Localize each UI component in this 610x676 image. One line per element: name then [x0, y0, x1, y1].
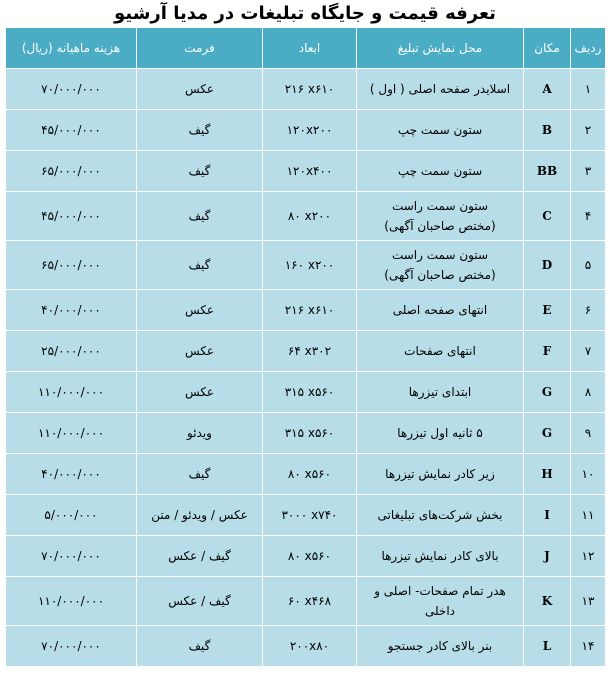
cell-place: E: [524, 290, 571, 331]
format-label: عکس: [184, 82, 215, 96]
format-label: گیف: [188, 209, 211, 223]
cell-place: G: [524, 372, 571, 413]
format-label: عکس: [184, 385, 215, 399]
cell-cost: ۱۱۰/۰۰۰/۰۰۰: [6, 372, 137, 413]
cell-size: ۶۴ x۳۰۲: [263, 331, 357, 372]
cell-row-number: ۷: [571, 331, 606, 372]
location-line-1: انتهای صفحه اصلی: [392, 303, 488, 317]
cell-cost: ۶۵/۰۰۰/۰۰۰: [6, 241, 137, 290]
cell-row-number: ۲: [571, 110, 606, 151]
cell-size: ۸۰ x۵۶۰: [263, 454, 357, 495]
location-line-2: (مختص صاحبان آگهی): [384, 268, 496, 282]
table-row: [6, 454, 606, 495]
format-label: عکس: [184, 344, 215, 358]
cell-cost: ۱۱۰/۰۰۰/۰۰۰: [6, 577, 137, 626]
cell-location: [357, 290, 524, 331]
location-line-1: ۵ ثانیه اول تیزرها: [397, 426, 483, 440]
cell-row-number: ۴: [571, 192, 606, 241]
table-row: [6, 495, 606, 536]
format-label: گیف: [188, 123, 211, 137]
cell-cost: ۴۰/۰۰۰/۰۰۰: [6, 454, 137, 495]
table-row: [6, 536, 606, 577]
cell-cost: ۵/۰۰۰/۰۰۰: [6, 495, 137, 536]
cell-place: K: [524, 577, 571, 626]
cell-format: [137, 331, 263, 372]
cell-size: ۳۱۵ x۵۶۰: [263, 413, 357, 454]
cell-format: [137, 495, 263, 536]
cell-row-number: ۱۳: [571, 577, 606, 626]
table-row: [6, 372, 606, 413]
format-label: ویدئو: [187, 426, 212, 440]
format-label: عکس: [184, 303, 215, 317]
cell-format: [137, 192, 263, 241]
cell-cost: ۱۱۰/۰۰۰/۰۰۰: [6, 413, 137, 454]
cell-location: [357, 69, 524, 110]
cell-place: L: [524, 626, 571, 667]
cell-location: [357, 577, 524, 626]
cell-size: ۸۰ x۵۶۰: [263, 536, 357, 577]
location-line-1: انتهای صفحات: [404, 344, 476, 358]
cell-format: [137, 577, 263, 626]
table-row: [6, 290, 606, 331]
cell-place: G: [524, 413, 571, 454]
cell-cost: ۴۰/۰۰۰/۰۰۰: [6, 290, 137, 331]
cell-format: [137, 241, 263, 290]
format-label: گیف: [188, 467, 211, 481]
header-cost: هزینه ماهیانه (ریال): [6, 28, 137, 69]
header-place: مکان: [524, 28, 571, 69]
cell-format: [137, 69, 263, 110]
cell-row-number: ۹: [571, 413, 606, 454]
location-line-1: زیر کادر نمایش تیزرها: [385, 467, 495, 481]
location-line-1: بالای کادر نمایش تیزرها: [381, 549, 499, 563]
location-line-1: بخش شرکت‌های تبلیغاتی: [377, 508, 503, 522]
location-line-2: داخلی: [424, 604, 456, 618]
cell-format: [137, 110, 263, 151]
cell-cost: ۷۰/۰۰۰/۰۰۰: [6, 626, 137, 667]
cell-place: H: [524, 454, 571, 495]
cell-size: ۶۰ x۴۶۸: [263, 577, 357, 626]
cell-place: C: [524, 192, 571, 241]
cell-size: ۲۰۰x۸۰: [263, 626, 357, 667]
location-line-1: ستون سمت چپ: [397, 123, 483, 137]
cell-row-number: ۱۱: [571, 495, 606, 536]
cell-row-number: ۱۲: [571, 536, 606, 577]
cell-cost: ۲۵/۰۰۰/۰۰۰: [6, 331, 137, 372]
cell-size: ۱۲۰x۴۰۰: [263, 151, 357, 192]
cell-format: [137, 454, 263, 495]
cell-place: B: [524, 110, 571, 151]
pricing-table: [5, 27, 606, 667]
cell-location: [357, 536, 524, 577]
location-line-1: ستون سمت راست: [391, 199, 489, 213]
location-line-1: ستون سمت راست: [391, 248, 489, 262]
cell-row-number: ۳: [571, 151, 606, 192]
table-row: [6, 151, 606, 192]
table-row: [6, 331, 606, 372]
cell-format: [137, 290, 263, 331]
format-label: گیف: [188, 639, 211, 653]
page-title: تعرفه قیمت و جایگاه تبلیغات در مدیا آرشیو: [114, 3, 496, 24]
cell-row-number: ۵: [571, 241, 606, 290]
cell-cost: ۷۰/۰۰۰/۰۰۰: [6, 536, 137, 577]
cell-format: [137, 151, 263, 192]
cell-size: ۱۶۰ x۲۰۰: [263, 241, 357, 290]
location-line-1: ابتدای تیزرها: [408, 385, 472, 399]
cell-cost: ۴۵/۰۰۰/۰۰۰: [6, 110, 137, 151]
location-line-2: (مختص صاحبان آگهی): [384, 219, 496, 233]
location-line-1: بنر بالای کادر جستجو: [387, 639, 493, 653]
cell-place: A: [524, 69, 571, 110]
cell-location: [357, 495, 524, 536]
cell-place: I: [524, 495, 571, 536]
cell-location: [357, 413, 524, 454]
cell-cost: ۴۵/۰۰۰/۰۰۰: [6, 192, 137, 241]
cell-size: ۲۱۶ x۶۱۰: [263, 290, 357, 331]
cell-place: J: [524, 536, 571, 577]
cell-location: [357, 372, 524, 413]
cell-format: [137, 372, 263, 413]
cell-format: [137, 536, 263, 577]
format-label: گیف / عکس: [168, 594, 231, 608]
cell-location: [357, 626, 524, 667]
format-label: گیف: [188, 258, 211, 272]
table-row: [6, 577, 606, 626]
cell-size: ۳۰۰۰ x۷۴۰: [263, 495, 357, 536]
table-row: [6, 413, 606, 454]
cell-size: ۱۲۰x۲۰۰: [263, 110, 357, 151]
cell-row-number: ۱: [571, 69, 606, 110]
cell-place: BB: [524, 151, 571, 192]
cell-size: ۸۰ x۲۰۰: [263, 192, 357, 241]
table-header-row: [6, 28, 606, 69]
cell-location: [357, 110, 524, 151]
header-row-number: ردیف: [571, 28, 606, 69]
table-row: [6, 69, 606, 110]
cell-place: D: [524, 241, 571, 290]
table-row: [6, 241, 606, 290]
cell-location: [357, 192, 524, 241]
cell-location: [357, 241, 524, 290]
cell-row-number: ۶: [571, 290, 606, 331]
format-label: عکس / ویدئو / متن: [151, 508, 248, 522]
cell-place: F: [524, 331, 571, 372]
cell-location: [357, 151, 524, 192]
location-line-1: ستون سمت چپ: [397, 164, 483, 178]
cell-format: [137, 413, 263, 454]
header-size: ابعاد: [263, 28, 357, 69]
location-line-1: هدر تمام صفحات- اصلی و: [374, 584, 506, 598]
cell-cost: ۷۰/۰۰۰/۰۰۰: [6, 69, 137, 110]
table-row: [6, 110, 606, 151]
location-line-1: اسلایدر صفحه اصلی ( اول ): [369, 82, 511, 96]
header-format: فرمت: [137, 28, 263, 69]
cell-cost: ۶۵/۰۰۰/۰۰۰: [6, 151, 137, 192]
cell-location: [357, 454, 524, 495]
header-location: محل نمایش تبلیغ: [357, 28, 524, 69]
cell-size: ۲۱۶ x۶۱۰: [263, 69, 357, 110]
table-row: [6, 192, 606, 241]
cell-format: [137, 626, 263, 667]
cell-size: ۳۱۵ x۵۶۰: [263, 372, 357, 413]
format-label: گیف / عکس: [168, 549, 231, 563]
cell-row-number: ۸: [571, 372, 606, 413]
table-row: [6, 626, 606, 667]
cell-row-number: ۱۴: [571, 626, 606, 667]
cell-location: [357, 331, 524, 372]
format-label: گیف: [188, 164, 211, 178]
cell-row-number: ۱۰: [571, 454, 606, 495]
